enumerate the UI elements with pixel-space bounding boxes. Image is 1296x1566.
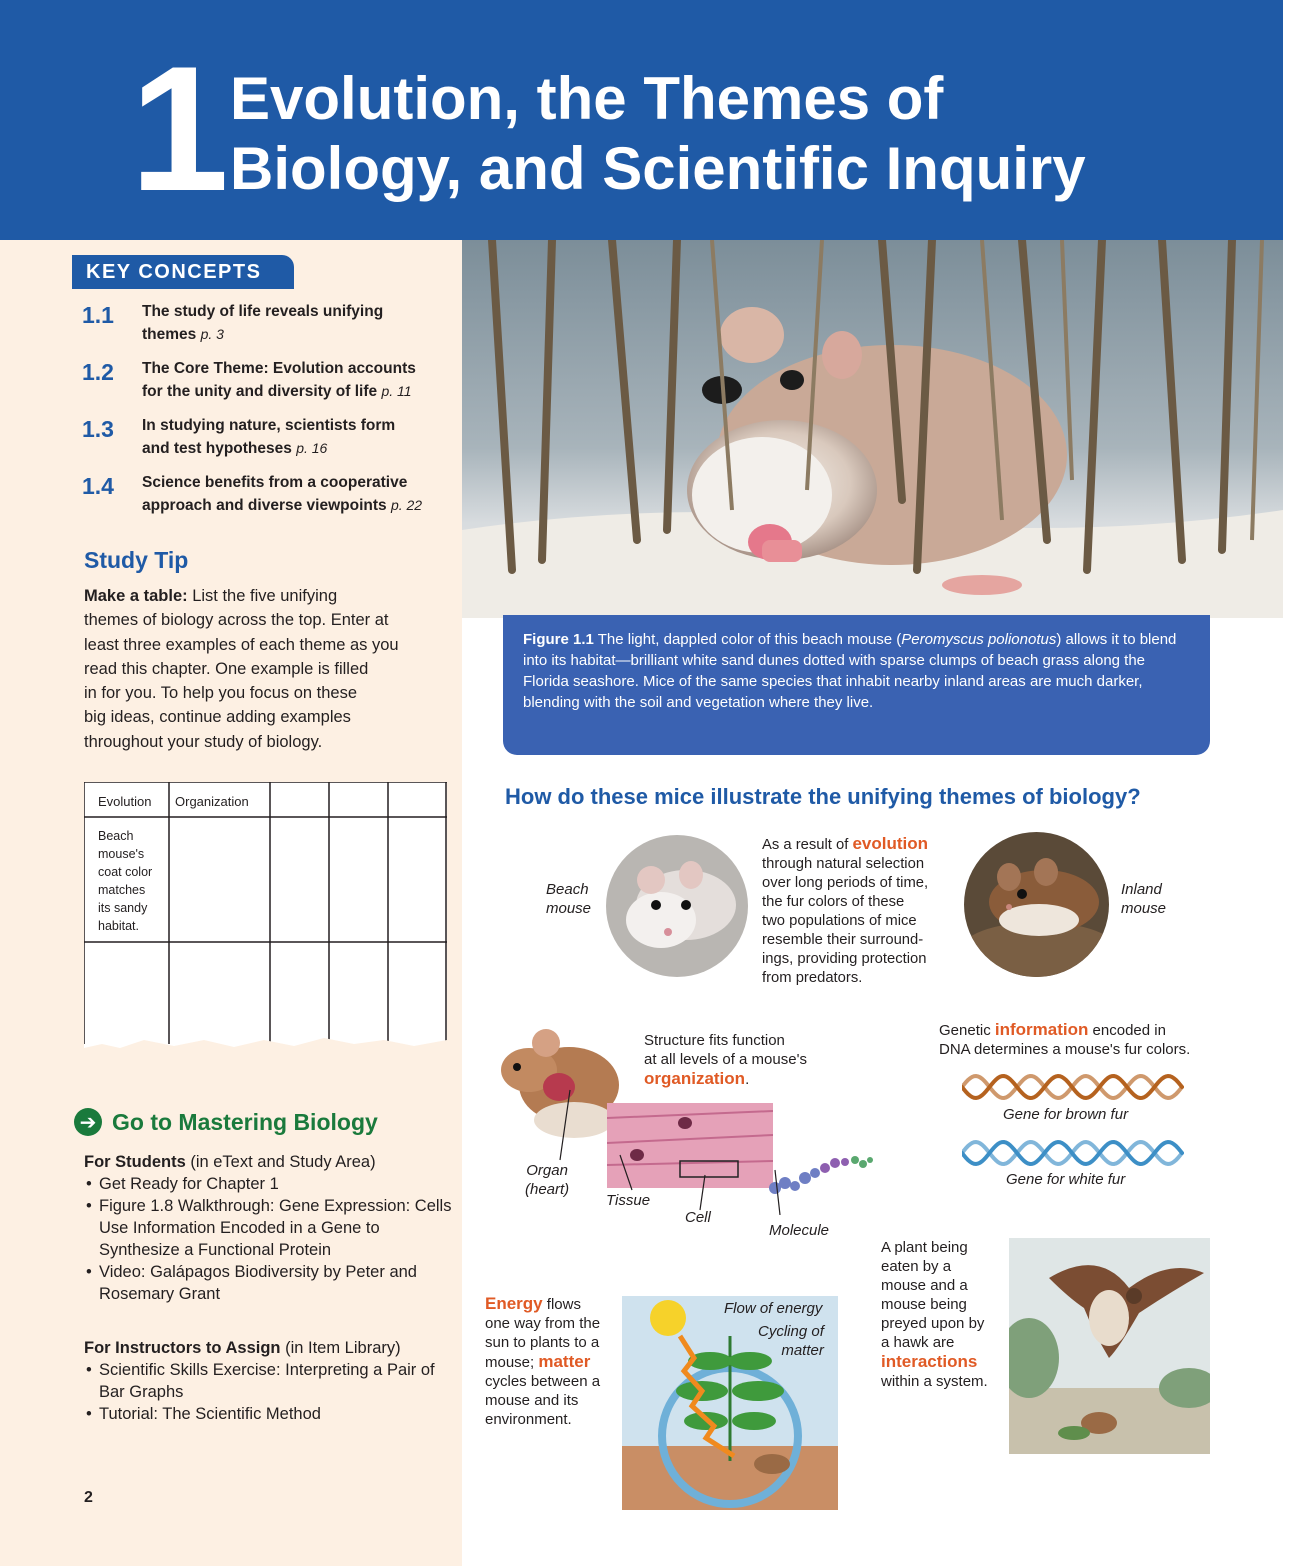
beach-mouse-label (546, 880, 591, 918)
study-tip-line: List the five unifying (187, 587, 338, 605)
table-cell-line: habitat. (98, 919, 140, 933)
concept-page: p. 11 (381, 383, 412, 399)
resource-item[interactable]: • Video: Galápagos Biodiversity by Peter and Rosemary Grant (84, 1261, 454, 1305)
energy-line: environment. (485, 1411, 572, 1428)
matter-keyword: matter (538, 1352, 591, 1371)
hawk-mouse-illustration (1009, 1238, 1210, 1454)
interactions-line: mouse and a (881, 1277, 968, 1294)
flow-of-energy-label: Flow of energy (724, 1300, 823, 1317)
photo-illustration (462, 240, 1283, 618)
energy-text (485, 1294, 620, 1429)
cycling-of-matter-label (758, 1322, 824, 1360)
concept-page: p. 16 (296, 440, 328, 456)
interactions-line: a hawk are (881, 1334, 955, 1351)
interactions-line: within a system. (881, 1373, 988, 1390)
energy-line: flows (542, 1296, 581, 1313)
energy-line: mouse; (485, 1354, 539, 1371)
arrow-right-icon: ➔ (74, 1108, 102, 1136)
gene-brown-label: Gene for brown fur (1003, 1106, 1129, 1123)
evolution-line: the fur colors of these (762, 894, 905, 910)
chapter-title-line-1: Evolution, the Themes of (230, 65, 944, 132)
inland-mouse-label (1121, 880, 1166, 918)
study-tip-line: least three examples of each theme as you (84, 635, 399, 654)
chapter-title-line-2: Biology, and Scientific Inquiry (230, 135, 1086, 202)
cycle-label-line: Cycling of (758, 1323, 824, 1340)
beach-mouse-illustration (606, 835, 748, 977)
chapter-title (230, 64, 1086, 204)
energy-keyword: Energy (485, 1294, 543, 1313)
beach-label-line: Beach (546, 881, 589, 898)
figure-species: Peromyscus polionotus (901, 631, 1057, 648)
cell-label: Cell (685, 1209, 711, 1226)
organ-label-line: Organ (526, 1162, 568, 1179)
concept-item[interactable] (82, 357, 452, 403)
table-example-cell (98, 827, 162, 935)
study-tip-line: throughout your study of biology. (84, 732, 323, 751)
study-tip-line: themes of biology across the top. Enter at (84, 611, 389, 630)
themes-table (84, 782, 447, 1054)
inland-mouse-illustration (964, 832, 1109, 977)
section-question: How do these mice illustrate the unifying themes of biology? (505, 784, 1141, 809)
information-keyword: information (994, 1020, 1089, 1039)
mastering-heading: Go to Mastering Biology (112, 1108, 378, 1135)
beach-mouse-photo (462, 240, 1283, 618)
inland-label-line: mouse (1121, 900, 1167, 917)
inland-mouse-circle-photo (964, 832, 1109, 977)
energy-line: mouse and its (485, 1392, 579, 1409)
concept-text: themes (142, 326, 197, 343)
concept-number: 1.4 (82, 473, 114, 499)
key-concepts-heading: KEY CONCEPTS (72, 255, 294, 289)
interactions-text (881, 1238, 1011, 1391)
study-tip-line: big ideas, continue adding examples (84, 708, 351, 727)
evolution-line: over long periods of time, (762, 875, 929, 891)
tissue-label: Tissue (606, 1192, 651, 1209)
table-header-evolution: Evolution (98, 794, 152, 809)
instructors-lead: For Instructors to Assign (84, 1339, 281, 1357)
concept-text: In studying nature, scientists form (142, 417, 396, 434)
cycle-label-line: matter (781, 1342, 824, 1359)
students-note: (in eText and Study Area) (185, 1153, 376, 1171)
concept-text: for the unity and diversity of life (142, 383, 378, 400)
organization-keyword: organization (644, 1069, 746, 1088)
organization-period: . (745, 1071, 750, 1088)
information-post: encoded in (1088, 1022, 1166, 1039)
interactions-line: A plant being (881, 1239, 968, 1256)
organ-label (525, 1161, 569, 1199)
students-lead: For Students (84, 1153, 186, 1171)
interactions-line: preyed upon by (881, 1315, 985, 1332)
study-tip-heading: Study Tip (84, 547, 189, 573)
concept-number: 1.1 (82, 302, 114, 328)
organization-line: at all levels of a mouse's (644, 1051, 807, 1068)
molecule-label: Molecule (769, 1222, 830, 1239)
concept-number: 1.3 (82, 416, 114, 442)
instructors-note: (in Item Library) (280, 1339, 401, 1357)
energy-line: sun to plants to a (485, 1334, 600, 1351)
information-text (939, 1020, 1239, 1059)
concept-page: p. 22 (390, 497, 423, 513)
resource-item[interactable]: • Tutorial: The Scientific Method (84, 1403, 454, 1425)
concept-text: The study of life reveals unifying (142, 303, 384, 320)
interactions-line: mouse being (881, 1296, 967, 1313)
inland-label-line: Inland (1121, 881, 1162, 898)
resource-item[interactable]: • Scientific Skills Exercise: Interpreting a Pair of Bar Graphs (84, 1359, 454, 1403)
concept-page: p. 3 (200, 326, 224, 342)
key-concepts-list (82, 300, 452, 528)
white-dna-helix (962, 1138, 1184, 1168)
interactions-line: eaten by a (881, 1258, 952, 1275)
table-cell-line: matches (98, 883, 146, 897)
evolution-pre: As a result of (762, 837, 853, 853)
information-pre: Genetic (939, 1022, 995, 1039)
study-tip-text (84, 584, 454, 754)
organization-line: Structure fits function (644, 1032, 785, 1049)
interactions-keyword: interactions (881, 1352, 978, 1371)
evolution-text (762, 834, 962, 988)
table-header-organization: Organization (175, 794, 249, 809)
energy-line: one way from the (485, 1315, 601, 1332)
hawk-mouse-drawing (1009, 1238, 1210, 1454)
study-tip-line: read this chapter. One example is filled (84, 659, 369, 678)
concept-text: and test hypotheses (142, 440, 292, 457)
table-cell-line: coat color (98, 865, 153, 879)
study-tip-lead: Make a table: (84, 587, 188, 605)
evolution-keyword: evolution (852, 834, 929, 853)
beach-mouse-circle-photo (606, 835, 748, 977)
concept-text: Science benefits from a cooperative (142, 474, 408, 491)
figure-caption (503, 615, 1210, 755)
evolution-line: through natural selection (762, 856, 925, 872)
chapter-number: 1 (130, 29, 225, 228)
evolution-line: resemble their surround- (762, 932, 924, 948)
energy-line: cycles between a (485, 1373, 601, 1390)
evolution-line: two populations of mice (762, 913, 917, 929)
evolution-line: from predators. (762, 970, 863, 986)
students-resources (84, 1151, 454, 1305)
table-cell-line: mouse's (98, 847, 145, 861)
mastering-biology-link[interactable] (74, 1108, 378, 1136)
concept-number: 1.2 (82, 359, 114, 385)
resource-item[interactable]: • Get Ready for Chapter 1 (84, 1173, 454, 1195)
concept-text: approach and diverse viewpoints (142, 497, 387, 514)
information-line: DNA determines a mouse's fur colors. (939, 1041, 1191, 1058)
figure-text: The light, dappled color of this beach mouse ( (593, 631, 902, 648)
gene-white-label: Gene for white fur (1006, 1171, 1126, 1188)
evolution-line: ings, providing protection (762, 951, 927, 967)
concept-item[interactable] (82, 414, 452, 460)
figure-text: ) allows it to blend into its habitat—brilliant white sand dunes dotted with sparse clumps of beach grass along the Florida seashore. Mice of the same species that inhabit nearby inland areas are much darker, blending with the soil and vegetation where they live. (523, 631, 1177, 711)
table-cell-line: its sandy (98, 901, 148, 915)
concept-item[interactable] (82, 471, 452, 517)
instructors-resources (84, 1337, 454, 1425)
brown-dna-helix (962, 1072, 1184, 1102)
chapter-header (0, 0, 1283, 240)
concept-item[interactable] (82, 300, 452, 346)
organ-label-line: (heart) (525, 1181, 570, 1198)
page-number: 2 (84, 1489, 93, 1506)
leader-lines (540, 1080, 820, 1215)
study-tip-line: in for you. To help you focus on these (84, 684, 358, 703)
table-cell-line: Beach (98, 829, 134, 843)
resource-item[interactable]: • Figure 1.8 Walkthrough: Gene Expression: Cells Use Information Encoded in a Gene to Synthesize a Functional Protein (84, 1195, 454, 1261)
figure-label: Figure 1.1 (523, 631, 594, 648)
beach-label-line: mouse (546, 900, 592, 917)
concept-text: The Core Theme: Evolution accounts (142, 360, 416, 377)
